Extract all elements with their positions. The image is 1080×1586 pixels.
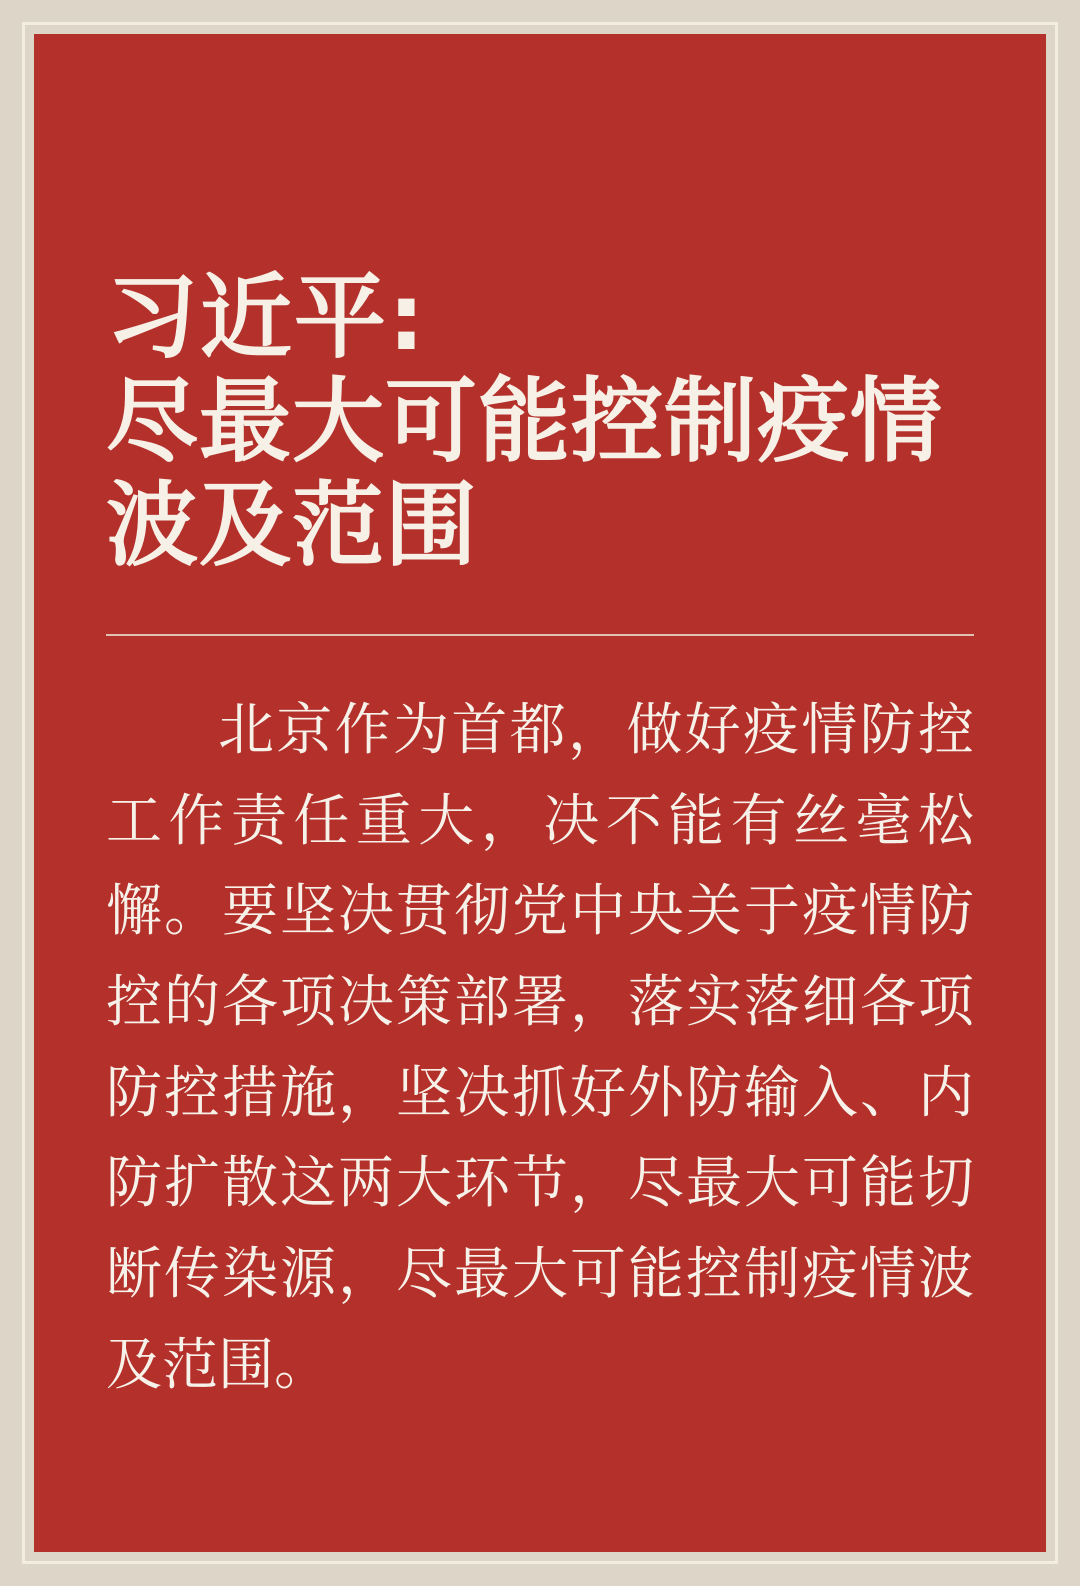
body-paragraph: 北京作为首都，做好疫情防控工作责任重大，决不能有丝毫松懈。要坚决贯彻党中央关于疫情防控的各项决策部署，落实落细各项防控措施，坚决抓好外防输入、内防扩散这两大环节，尽最大可能切断传染源，尽最大可能控制疫情波及范围。	[106, 697, 974, 1398]
title-line-1: 习近平:	[106, 264, 427, 371]
poster-card	[34, 34, 1046, 1552]
title-line-2: 尽最大可能控制疫情	[106, 367, 944, 475]
page-title	[106, 266, 974, 578]
title-divider	[106, 634, 974, 636]
title-line-3: 波及范围	[106, 471, 479, 579]
